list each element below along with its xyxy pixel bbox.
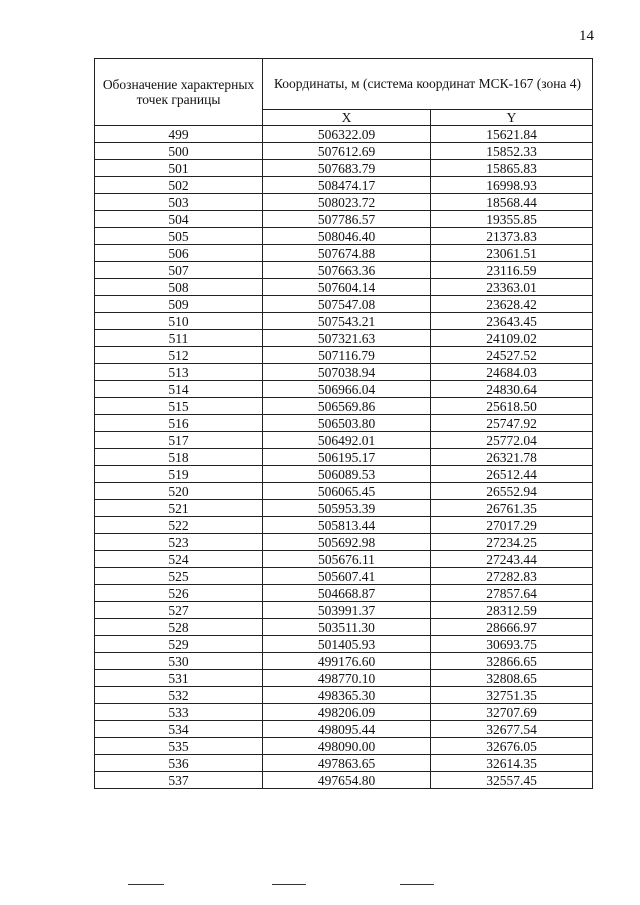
- table-body: [95, 126, 593, 789]
- table-row: [95, 194, 593, 211]
- table-row: [95, 262, 593, 279]
- x-cell: 506966.04: [263, 381, 431, 398]
- y-cell: 16998.93: [431, 177, 593, 194]
- y-cell: 25772.04: [431, 432, 593, 449]
- footer-line: [400, 884, 434, 885]
- table-row: [95, 296, 593, 313]
- table-row: [95, 517, 593, 534]
- table-row: [95, 755, 593, 772]
- y-cell: 32676.05: [431, 738, 593, 755]
- y-cell: 32614.35: [431, 755, 593, 772]
- table-row: [95, 687, 593, 704]
- table-row: [95, 177, 593, 194]
- x-cell: 507116.79: [263, 347, 431, 364]
- point-cell: 528: [95, 619, 263, 636]
- point-cell: 501: [95, 160, 263, 177]
- y-cell: 24684.03: [431, 364, 593, 381]
- x-cell: 507604.14: [263, 279, 431, 296]
- x-cell: 506065.45: [263, 483, 431, 500]
- point-cell: 531: [95, 670, 263, 687]
- y-cell: 19355.85: [431, 211, 593, 228]
- y-cell: 24109.02: [431, 330, 593, 347]
- point-cell: 521: [95, 500, 263, 517]
- table-row: [95, 330, 593, 347]
- point-cell: 513: [95, 364, 263, 381]
- y-cell: 26761.35: [431, 500, 593, 517]
- y-cell: 32557.45: [431, 772, 593, 789]
- x-cell: 503511.30: [263, 619, 431, 636]
- table-row: [95, 449, 593, 466]
- table-row: [95, 653, 593, 670]
- point-cell: 522: [95, 517, 263, 534]
- table-row: [95, 483, 593, 500]
- y-cell: 27243.44: [431, 551, 593, 568]
- y-cell: 32751.35: [431, 687, 593, 704]
- y-cell: 23628.42: [431, 296, 593, 313]
- table-row: [95, 619, 593, 636]
- table-row: [95, 772, 593, 789]
- table-row: [95, 211, 593, 228]
- x-cell: 507547.08: [263, 296, 431, 313]
- point-cell: 533: [95, 704, 263, 721]
- y-cell: 32808.65: [431, 670, 593, 687]
- x-cell: 507786.57: [263, 211, 431, 228]
- table-row: [95, 126, 593, 143]
- x-cell: 504668.87: [263, 585, 431, 602]
- table-row: [95, 347, 593, 364]
- x-cell: 508046.40: [263, 228, 431, 245]
- y-cell: 24830.64: [431, 381, 593, 398]
- table-row: [95, 534, 593, 551]
- table-row: [95, 585, 593, 602]
- point-cell: 504: [95, 211, 263, 228]
- point-cell: 515: [95, 398, 263, 415]
- table-row: [95, 364, 593, 381]
- x-cell: 506503.80: [263, 415, 431, 432]
- y-cell: 27017.29: [431, 517, 593, 534]
- point-cell: 499: [95, 126, 263, 143]
- footer-line: [128, 884, 164, 885]
- header-y: Y: [431, 109, 593, 126]
- point-cell: 505: [95, 228, 263, 245]
- y-cell: 23061.51: [431, 245, 593, 262]
- point-cell: 500: [95, 143, 263, 160]
- y-cell: 23363.01: [431, 279, 593, 296]
- y-cell: 28312.59: [431, 602, 593, 619]
- x-cell: 507321.63: [263, 330, 431, 347]
- table-row: [95, 313, 593, 330]
- table-row: [95, 466, 593, 483]
- x-cell: 498095.44: [263, 721, 431, 738]
- table-row: [95, 636, 593, 653]
- page-number: 14: [579, 28, 594, 44]
- y-cell: 18568.44: [431, 194, 593, 211]
- x-cell: 498090.00: [263, 738, 431, 755]
- y-cell: 26552.94: [431, 483, 593, 500]
- x-cell: 506322.09: [263, 126, 431, 143]
- table-row: [95, 551, 593, 568]
- point-cell: 537: [95, 772, 263, 789]
- point-cell: 523: [95, 534, 263, 551]
- x-cell: 507038.94: [263, 364, 431, 381]
- table-row: [95, 670, 593, 687]
- y-cell: 27857.64: [431, 585, 593, 602]
- table-row: [95, 704, 593, 721]
- point-cell: 530: [95, 653, 263, 670]
- point-cell: 512: [95, 347, 263, 364]
- point-cell: 516: [95, 415, 263, 432]
- x-cell: 497654.80: [263, 772, 431, 789]
- table-row: [95, 432, 593, 449]
- y-cell: 25747.92: [431, 415, 593, 432]
- point-cell: 532: [95, 687, 263, 704]
- y-cell: 24527.52: [431, 347, 593, 364]
- point-cell: 506: [95, 245, 263, 262]
- footer-line: [272, 884, 306, 885]
- x-cell: 501405.93: [263, 636, 431, 653]
- table-row: [95, 245, 593, 262]
- x-cell: 499176.60: [263, 653, 431, 670]
- table-row: [95, 568, 593, 585]
- y-cell: 27282.83: [431, 568, 593, 585]
- x-cell: 506089.53: [263, 466, 431, 483]
- table-row: [95, 738, 593, 755]
- y-cell: 27234.25: [431, 534, 593, 551]
- x-cell: 498770.10: [263, 670, 431, 687]
- point-cell: 535: [95, 738, 263, 755]
- table-row: [95, 415, 593, 432]
- table-row: [95, 721, 593, 738]
- y-cell: 26512.44: [431, 466, 593, 483]
- y-cell: 15852.33: [431, 143, 593, 160]
- x-cell: 498365.30: [263, 687, 431, 704]
- x-cell: 505607.41: [263, 568, 431, 585]
- header-x: X: [263, 109, 431, 126]
- x-cell: 507683.79: [263, 160, 431, 177]
- y-cell: 21373.83: [431, 228, 593, 245]
- x-cell: 506195.17: [263, 449, 431, 466]
- y-cell: 28666.97: [431, 619, 593, 636]
- y-cell: 23643.45: [431, 313, 593, 330]
- x-cell: 497863.65: [263, 755, 431, 772]
- y-cell: 23116.59: [431, 262, 593, 279]
- point-cell: 536: [95, 755, 263, 772]
- table-row: [95, 279, 593, 296]
- point-cell: 526: [95, 585, 263, 602]
- point-cell: 527: [95, 602, 263, 619]
- x-cell: 503991.37: [263, 602, 431, 619]
- table-row: [95, 160, 593, 177]
- point-cell: 502: [95, 177, 263, 194]
- x-cell: 507543.21: [263, 313, 431, 330]
- point-cell: 508: [95, 279, 263, 296]
- x-cell: 507674.88: [263, 245, 431, 262]
- x-cell: 505953.39: [263, 500, 431, 517]
- point-cell: 534: [95, 721, 263, 738]
- y-cell: 30693.75: [431, 636, 593, 653]
- x-cell: 507612.69: [263, 143, 431, 160]
- point-cell: 524: [95, 551, 263, 568]
- x-cell: 505692.98: [263, 534, 431, 551]
- point-cell: 520: [95, 483, 263, 500]
- y-cell: 32866.65: [431, 653, 593, 670]
- point-cell: 519: [95, 466, 263, 483]
- point-cell: 525: [95, 568, 263, 585]
- y-cell: 26321.78: [431, 449, 593, 466]
- point-cell: 529: [95, 636, 263, 653]
- y-cell: 15621.84: [431, 126, 593, 143]
- table-row: [95, 500, 593, 517]
- y-cell: 25618.50: [431, 398, 593, 415]
- x-cell: 505813.44: [263, 517, 431, 534]
- table-row: [95, 228, 593, 245]
- table-row: [95, 602, 593, 619]
- point-cell: 503: [95, 194, 263, 211]
- point-cell: 511: [95, 330, 263, 347]
- y-cell: 32677.54: [431, 721, 593, 738]
- y-cell: 32707.69: [431, 704, 593, 721]
- table-row: [95, 398, 593, 415]
- x-cell: 506569.86: [263, 398, 431, 415]
- x-cell: 506492.01: [263, 432, 431, 449]
- point-cell: 514: [95, 381, 263, 398]
- x-cell: 508023.72: [263, 194, 431, 211]
- header-designation: Обозначение характерных точек границы: [95, 59, 263, 126]
- point-cell: 518: [95, 449, 263, 466]
- point-cell: 507: [95, 262, 263, 279]
- point-cell: 517: [95, 432, 263, 449]
- header-coordinates: Координаты, м (система координат МСК-167 (зона 4): [263, 59, 593, 110]
- x-cell: 508474.17: [263, 177, 431, 194]
- coordinates-table: [94, 58, 593, 789]
- x-cell: 505676.11: [263, 551, 431, 568]
- x-cell: 498206.09: [263, 704, 431, 721]
- point-cell: 509: [95, 296, 263, 313]
- table-row: [95, 381, 593, 398]
- point-cell: 510: [95, 313, 263, 330]
- x-cell: 507663.36: [263, 262, 431, 279]
- table-row: [95, 143, 593, 160]
- y-cell: 15865.83: [431, 160, 593, 177]
